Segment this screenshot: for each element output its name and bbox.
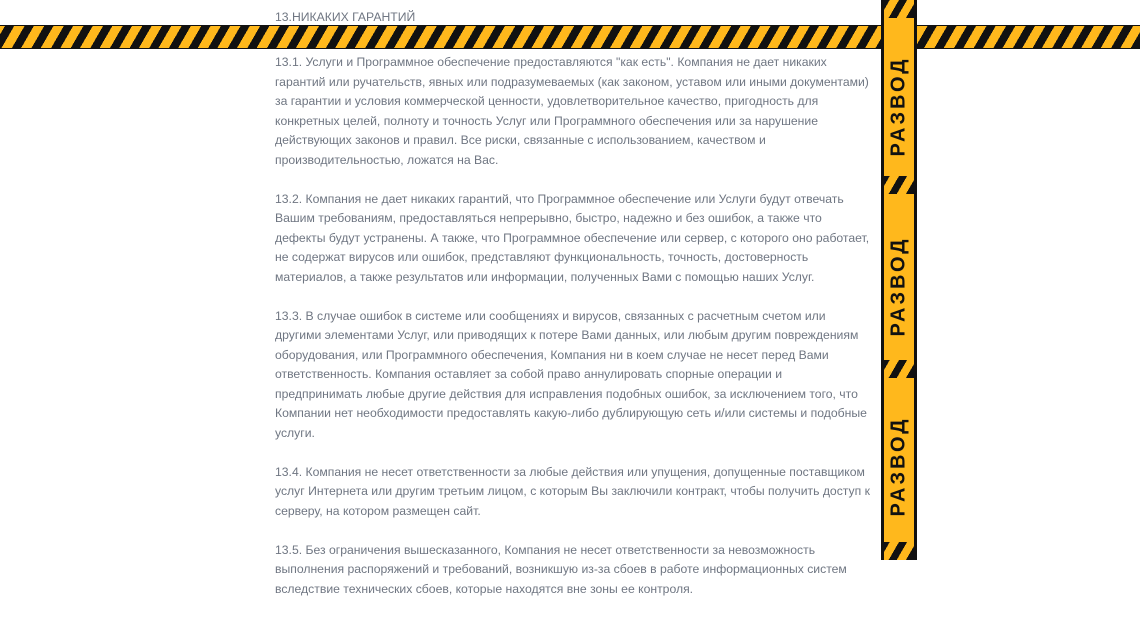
paragraph-13-4: 13.4. Компания не несет ответственности за любые действия или упущения, допущенные поставщиком услуг Интернета или другим третьим лицом, с которым Вы заключили контракт, чтобы получить доступ к серверу, на котором размещен сайт. bbox=[275, 464, 870, 518]
section-heading: 13.НИКАКИХ ГАРАНТИЙ bbox=[275, 10, 416, 24]
paragraph-13-1: 13.1. Услуги и Программное обеспечение предоставляются "как есть". Компания не дает никаких гарантий или ручательств, явных или подразумеваемых (как законом, уставом или иными документами) за гарантии и условия коммерческой ценности, удовлетворительное качество, пригодность для конкретных целей, полноту и точность Услуг или Программного обеспечения или за нарушение действующих законов и правил. Все риски, связанные с использованием, качеством и производительностью, ложатся на Вас. bbox=[275, 55, 869, 167]
tape-label: РАЗВОД bbox=[887, 56, 910, 157]
tape-stripe bbox=[884, 360, 914, 378]
tape-label: РАЗВОД bbox=[887, 416, 910, 517]
paragraph-13-5: 13.5. Без ограничения вышесказанного, Компания не несет ответственности за невозможность выполнения распоряжений и требований, возникшую из-за сбоев в работе информационных систем вследствие технических сбоев, которые находятся вне зоны ее контроля. bbox=[275, 542, 847, 596]
tape-stripe bbox=[884, 542, 914, 560]
terms-section bbox=[275, 9, 871, 619]
paragraph-13-3: 13.3. В случае ошибок в системе или сообщениях и вирусов, связанных с расчетным счетом или другими элементами Услуг, или приводящих к потере Вами данных, или любым другим повреждениям оборудования, или Программного обеспечения, Компания ни в коем случае не несет перед Вами ответственность. Компания оставляет за собой право аннулировать спорные операции и предпринимать любые другие действия для исправления подобных ошибок, за исключением того, что Компании нет необходимости предоставлять какую-либо дублирующую сеть и/или системы и подобные услуги. bbox=[275, 308, 867, 440]
tape-label: РАЗВОД bbox=[887, 236, 910, 337]
tape-stripe bbox=[884, 0, 914, 18]
paragraph-13-2: 13.2. Компания не дает никаких гарантий, что Программное обеспечение или Услуги будут отвечать Вашим требованиям, предоставляться непрерывно, быстро, надежно и без ошибок, а также что дефекты будут устранены. А также, что Программное обеспечение или сервер, с которого оно работает, не содержат вирусов или ошибок, представляют функциональность, точность, достоверность материалов, а также результатов или информации, полученных Вами с помощью наших Услуг. bbox=[275, 191, 870, 284]
tape-stripe bbox=[884, 176, 914, 194]
caution-tape-vertical bbox=[881, 0, 917, 560]
caution-tape-horizontal bbox=[0, 25, 1140, 49]
